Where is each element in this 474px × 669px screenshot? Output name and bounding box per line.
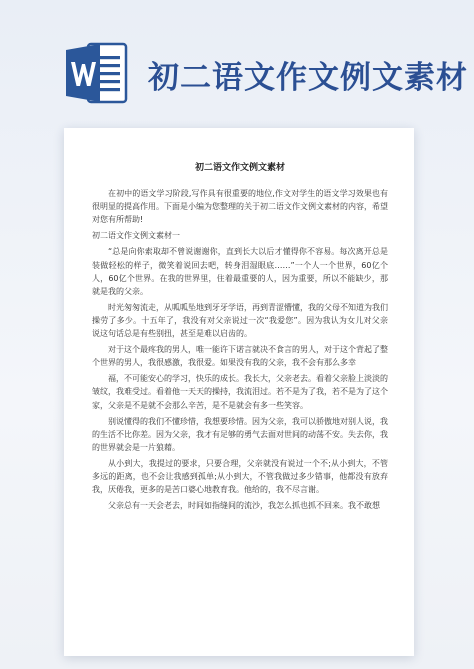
paragraph: 别说懂得的我们不懂珍惜，我想要珍惜。因为父亲，我可以骄傲地对别人说，我的生活不比你差。因为父亲，我才有足够的勇气去面对世间的动荡不安。失去你，我的世界就会是一片狼藉。: [92, 416, 388, 452]
paragraph: 父亲总有一天会老去，时间如指缝间的流沙，我怎么抓也抓不回来。我不敢想: [108, 501, 380, 511]
banner-header: [0, 30, 474, 110]
paragraph: 福，不可能安心的学习，快乐的成长。我长大，父亲老去。看着父亲脸上淡淡的皱纹，我难受过。看着他一天天的操持，我流泪过。若不是为了我，若不是为了这个家，父亲是不是就不会那么辛苦，是不是就会有多一些笑容。: [92, 374, 388, 410]
banner-title: 初二语文作文例文素材: [148, 60, 468, 96]
paragraph: 对于这个最疼我的男人，唯一能许下诺言就决不食言的男人，对于这个背起了整个世界的男人，我很感激，我很爱。如果没有我的父亲，我不会有那么多幸: [92, 345, 388, 368]
document-title: 初二语文作文例文素材: [194, 163, 285, 173]
paragraph: “总是向你索取却不曾说谢谢你，直到长大以后才懂得你不容易。每次离开总是装做轻松的样子，微笑着说回去吧，转身泪湿眼底……”一个人一个世界，60亿个人，60亿个世界。在我的世界里，住着最重要的人，因为重要，所以不能缺少，那就是我的父亲。: [92, 247, 388, 296]
section-heading: 初二语文作文例文素材一: [92, 231, 180, 241]
paragraph: 时光匆匆流走，从呱呱坠地到牙牙学语，再到青涩懵懂，我的父母不知道为我们操劳了多少。十五年了，我没有对父亲说过一次“我爱您”。因为我认为女儿对父亲说这句话总是有些别扭，甚至是难以启齿的。: [92, 302, 388, 339]
word-document-icon: [64, 40, 130, 106]
document-body: [92, 162, 388, 515]
paragraph-intro: 在初中的语文学习阶段,写作具有很重要的地位,作文对学生的语文学习效果也有很明显的提高作用。下面是小编为您整理的关于初二语文作文例文素材的内容，希望对您有所帮助!: [92, 189, 388, 225]
document-page: [64, 128, 414, 656]
paragraph: 从小到大，我提过的要求，只要合理，父亲就没有说过一个不;从小到大，不管多远的距离，也不会让我感到孤单;从小到大，不管我做过多少错事，他都没有放弃我，厌倦我，更多的是苦口婆心地教育我。他给的，我不尽言谢。: [92, 458, 388, 495]
